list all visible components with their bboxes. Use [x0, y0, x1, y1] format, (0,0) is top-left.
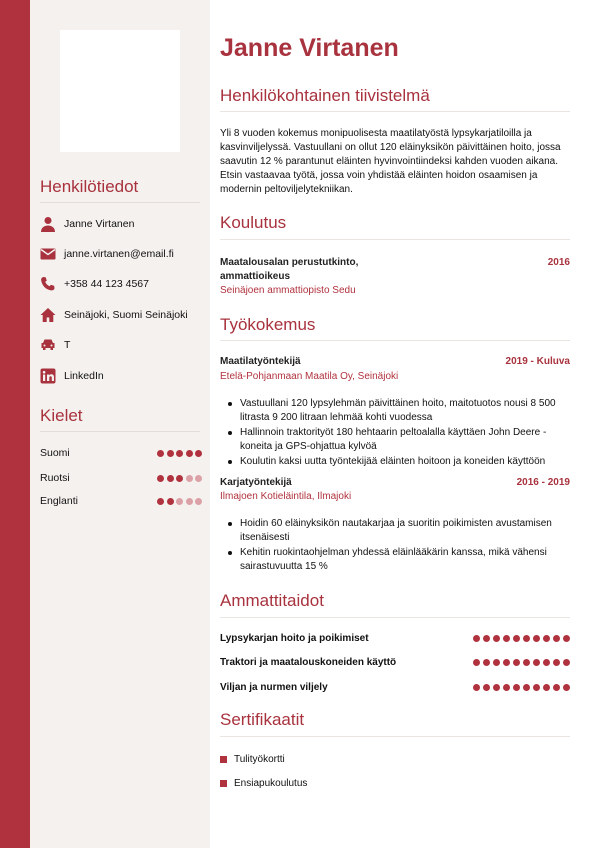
- level-dot-filled: [176, 475, 183, 482]
- list-item: Kehitin ruokintaohjelman yhdessä eläinlääkärin kanssa, mikä vähensi sairastuvuutta 15 %: [228, 546, 563, 574]
- divider: [40, 431, 200, 432]
- linkedin-icon: [40, 368, 56, 384]
- summary-heading: Henkilökohtainen tiivistelmä: [220, 86, 430, 105]
- level-dot-filled: [157, 475, 164, 482]
- language-item: Suomi: [40, 446, 202, 460]
- job-bullets: [228, 517, 563, 575]
- level-dot-filled: [553, 659, 560, 666]
- level-dot-filled: [513, 659, 520, 666]
- car-icon: [40, 337, 56, 353]
- divider: [220, 239, 570, 240]
- level-dot-filled: [167, 450, 174, 457]
- level-dot-filled: [503, 659, 510, 666]
- level-dot-filled: [483, 659, 490, 666]
- level-dot-empty: [195, 475, 202, 482]
- level-dot-filled: [493, 635, 500, 642]
- square-bullet-icon: [220, 756, 227, 763]
- level-dot-filled: [483, 684, 490, 691]
- level-dot-filled: [523, 659, 530, 666]
- job-title: Karjatyöntekijä: [220, 477, 292, 488]
- level-dot-filled: [493, 659, 500, 666]
- main-content: [220, 0, 570, 848]
- skill-item: Lypsykarjan hoito ja poikimiset: [220, 631, 570, 645]
- contact-driving-license: T: [40, 337, 205, 353]
- level-dot-filled: [513, 684, 520, 691]
- contact-phone[interactable]: +358 44 123 4567: [40, 276, 205, 292]
- level-dot-filled: [167, 498, 174, 505]
- profile-photo: [60, 30, 180, 152]
- mail-icon: [40, 246, 56, 262]
- level-dot-filled: [563, 659, 570, 666]
- language-item: Englanti: [40, 494, 202, 508]
- level-dot-filled: [533, 684, 540, 691]
- level-dot-filled: [167, 475, 174, 482]
- level-dot-filled: [493, 684, 500, 691]
- person-name: Janne Virtanen: [220, 34, 399, 62]
- level-dot-filled: [473, 635, 480, 642]
- skills-heading: Ammattitaidot: [220, 591, 324, 610]
- divider: [220, 111, 570, 112]
- language-item: Ruotsi: [40, 471, 202, 485]
- level-dot-filled: [157, 450, 164, 457]
- job-date: 2016 - 2019: [516, 477, 570, 488]
- education-title: Maatalousalan perustutkinto, ammattioikeus: [220, 257, 359, 282]
- level-dot-empty: [195, 498, 202, 505]
- level-dot-filled: [543, 684, 550, 691]
- list-item: Hoidin 60 eläinyksikön nautakarjaa ja suoritin poikimisten avustamisen itsenäisesti: [228, 517, 563, 545]
- level-dot-filled: [176, 450, 183, 457]
- language-level-dots: [155, 475, 203, 482]
- level-dot-filled: [513, 635, 520, 642]
- level-dot-filled: [483, 635, 490, 642]
- contact-address: Seinäjoki, Suomi Seinäjoki: [40, 307, 205, 323]
- languages-heading: Kielet: [40, 406, 83, 425]
- square-bullet-icon: [220, 780, 227, 787]
- certificates-heading: Sertifikaatit: [220, 710, 305, 729]
- job-bullets: [228, 397, 563, 470]
- level-dot-filled: [523, 635, 530, 642]
- divider: [40, 202, 200, 203]
- contact-name: Janne Virtanen: [40, 216, 205, 232]
- home-icon: [40, 307, 56, 323]
- job-employer: Etelä-Pohjanmaan Maatila Oy, Seinäjoki: [220, 371, 399, 382]
- skill-item: Traktori ja maatalouskoneiden käyttö: [220, 655, 570, 669]
- list-item: Koulutin kaksi uutta työntekijää eläinten hoitoon ja koneiden käyttöön: [228, 455, 563, 469]
- level-dot-empty: [176, 498, 183, 505]
- education-heading: Koulutus: [220, 213, 287, 232]
- job-title: Maatilatyöntekijä: [220, 356, 301, 367]
- level-dot-filled: [195, 450, 202, 457]
- summary-text: Yli 8 vuoden kokemus monipuolisesta maatilatyöstä lypsykarjatiloilla ja kasvinviljelyssä. Vastuullani on ollut 120 eläinyksikön päivittäinen hoito, jossa saavutin 12 % parantunut eläinten hyvinvointiindeksi kahden vuoden aikana. Etsin vastaavaa työtä, jossa voin yhdistää eläinten hoidon osaamisen ja modernin peltoviljelytekniikan.: [220, 128, 561, 195]
- level-dot-filled: [523, 684, 530, 691]
- experience-heading: Työkokemus: [220, 315, 316, 334]
- level-dot-filled: [553, 684, 560, 691]
- list-item: Hallinnoin traktorityöt 180 hehtaarin peltoalalla käyttäen John Deere -koneita ja GPS-ohjattua kylvöä: [228, 426, 563, 454]
- level-dot-empty: [186, 475, 193, 482]
- user-icon: [40, 216, 56, 232]
- job-employer: Ilmajoen Kotieläintila, Ilmajoki: [220, 491, 352, 502]
- job-date: 2019 - Kuluva: [505, 356, 570, 367]
- level-dot-filled: [157, 498, 164, 505]
- certificate-item: Ensiapukoulutus: [220, 776, 307, 790]
- skill-item: Viljan ja nurmen viljely: [220, 680, 570, 694]
- level-dot-filled: [473, 684, 480, 691]
- skill-level-dots: [470, 659, 570, 666]
- contact-linkedin[interactable]: LinkedIn: [40, 368, 205, 384]
- level-dot-filled: [473, 659, 480, 666]
- divider: [220, 340, 570, 341]
- level-dot-filled: [543, 659, 550, 666]
- certificate-item: Tulityökortti: [220, 752, 285, 766]
- level-dot-filled: [543, 635, 550, 642]
- accent-stripe: [0, 0, 30, 848]
- list-item: Vastuullani 120 lypsylehmän päivittäinen hoito, maitotuotos nousi 8 500 litrasta 9 200 litraan lehmää kohti vuodessa: [228, 397, 563, 425]
- level-dot-filled: [533, 659, 540, 666]
- phone-icon: [40, 276, 56, 292]
- contact-email[interactable]: janne.virtanen@email.fi: [40, 246, 205, 262]
- level-dot-filled: [503, 684, 510, 691]
- language-level-dots: [155, 450, 203, 457]
- level-dot-filled: [563, 684, 570, 691]
- language-level-dots: [155, 498, 203, 505]
- skill-level-dots: [470, 635, 570, 642]
- level-dot-filled: [503, 635, 510, 642]
- education-school: Seinäjoen ammattiopisto Sedu: [220, 285, 356, 296]
- education-date: 2016: [547, 257, 570, 268]
- level-dot-filled: [553, 635, 560, 642]
- divider: [220, 617, 570, 618]
- level-dot-empty: [186, 498, 193, 505]
- level-dot-filled: [533, 635, 540, 642]
- level-dot-filled: [563, 635, 570, 642]
- divider: [220, 736, 570, 737]
- skill-level-dots: [470, 684, 570, 691]
- personal-info-heading: Henkilötiedot: [40, 177, 139, 196]
- level-dot-filled: [186, 450, 193, 457]
- sidebar: [30, 0, 210, 848]
